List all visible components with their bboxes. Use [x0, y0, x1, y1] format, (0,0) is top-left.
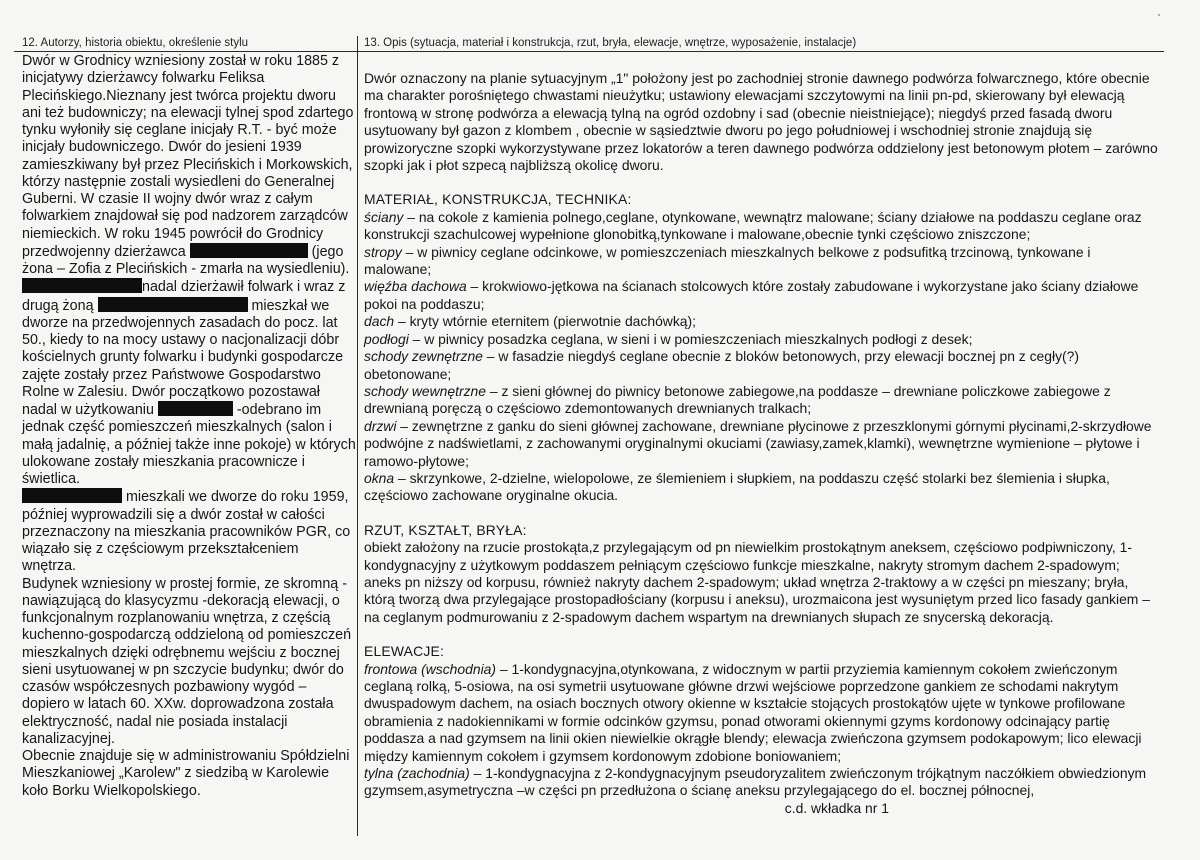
redaction-box — [22, 278, 142, 293]
history-text-f: mieszkali we dworze do roku 1959, później wyprowadzili się a dwór został w całości przeznaczony na mieszkania pracowników PGR, co wiązało się z częściowym przekształceniem wnętrza. — [22, 489, 351, 575]
material-entry-text: – w piwnicy ceglane odcinkowe, w pomieszczeniach mieszkalnych belkowe z podsufitką trzcinową, tynkowane i malowane; — [364, 243, 1091, 278]
situation-paragraph: Dwór oznaczony na planie sytuacyjnym „1" położony jest po zachodniej stronie dawnego podwórza folwarcznego, które obecnie ma charakter porośniętego chwastami nieużytku; ustawiony elewacjami szczytowymi na linii pn-pd, skierowany był elewacją frontową w stronę podwórza a elewacją tylną na ogród ozdobny i sad (obecnie nieistniejące); niegdyś przed fasadą dworu usytuowany był gazon z klombem , obecnie w sąsiedztwie dworu po jego południowej i wschodniej stronie znajdują się prowizoryczne szopki wykorzystywane przez lokatorów a teren dawnego podwórza oddzielony jest betonowym płotem – zarówno szopki jak i płot szpecą najbliższą okolicę dworu. — [364, 70, 1158, 174]
material-entry-text: – w fasadzie niegdyś ceglane obecnie z bloków betonowych, przy elewacji bocznej pn z cegły(?) obetonowane; — [364, 348, 1079, 382]
material-entry-term: okna — [364, 469, 395, 486]
material-entry — [364, 418, 1159, 470]
elevation-entry — [364, 765, 1159, 800]
material-entry — [364, 348, 1159, 383]
continuation-note: c.d. wkładka nr 1 — [784, 799, 889, 816]
right-column-header: 13. Opis (sytuacja, materiał i konstrukcja, rzut, bryła, elewacje, wnętrze, wyposażenie, instalacje) — [364, 37, 857, 49]
material-entry-term: stropy — [364, 243, 402, 260]
left-column-header: 12. Autorzy, historia obiektu, określenie stylu — [22, 37, 249, 49]
history-text-d: mieszkał we dworze na przedwojennych zasadach do pocz. lat 50., kiedy to na mocy ustawy o nacjonalizacji dóbr kościelnych grunty folwarku i budynki gospodarcze zajęte zostały przez Państwowe Gospodarstwo Rolne w Zalesiu. Dwór początkowo pozostawał nadal w użytkowaniu — [22, 297, 344, 418]
elevation-entry-term: tylna (zachodnia) — [364, 765, 470, 782]
material-entry-text: – zewnętrzne z ganku do sieni głównej zachowane, drewniane płycinowe z przeszklonymi górnymi płycinami,2-skrzydłowe podwójne z nadświetlami, z zachowanymi oryginalnymi okuciami (zawiasy,zamek,klamki), wewnętrzne wymienione – płytowe i ramowo-płytowe; — [364, 417, 1152, 469]
material-entry — [364, 331, 1159, 348]
material-entry-text: – kryty wtórnie eternitem (pierwotnie dachówką); — [394, 313, 696, 330]
material-entry-term: drzwi — [364, 417, 397, 434]
redaction-box — [158, 401, 233, 416]
elevation-entry-term: frontowa (wschodnia) — [364, 660, 497, 677]
material-entry-term: więźba dachowa — [364, 278, 467, 295]
material-entry — [364, 313, 1159, 330]
column-divider — [357, 36, 358, 836]
material-entry-term: ściany — [364, 208, 404, 225]
elevations-list — [364, 661, 1159, 800]
material-entry — [364, 470, 1159, 505]
material-list — [364, 209, 1159, 505]
material-entry-term: podłogi — [364, 330, 409, 347]
material-entry-text: – z sieni głównej do piwnicy betonowe zabiegowe,na poddasze – drewniane policzkowe zabiegowe z drewnianą poręczą o częściowo zdemontowanych drewnianych tralkach; — [364, 382, 1111, 417]
history-paragraph-1 — [22, 53, 356, 488]
history-paragraph-3: Budynek wzniesiony w prostej formie, ze skromną -nawiązującą do klasycyzmu -dekoracją elewacji, o funkcjonalnym rozplanowaniu wnętrza, z częścią kuchenno-gospodarczą oddzieloną od pomieszczeń mieszkalnych dzięki odrębnemu wejściu z bocznej sieni usytuowanej w pn szczycie budynku; dwór do czasów współczesnych pozbawiony wygód – dopiero w latach 60. XXw. doprowadzona została elektryczność, nadal nie posiada instalacji kanalizacyjnej. — [22, 575, 352, 747]
plan-paragraph: obiekt założony na rzucie prostokąta,z przylegającym od pn niewielkim prostokątnym aneksem, częściowo podpiwniczony, 1-kondygnacyjny z użytkowym poddaszem pełniącym częściowo funkcje mieszkalne, nakryty stromym dachem 2-spadowym; aneks pn niższy od korpusu, również nakryty dachem 2-spadowym; układ wnętrza 2-traktowy a w części pn mieszany; bryła, którą tworzą dwa przylegające prostopadłościany (korpusu i aneksu), urozmaicona jest wysuniętym przed lico fasady gankiem – na ceglanym podmurowaniu z 2-spadowym dachem wspartym na drewnianych słupach ze snycerską dekoracją. — [364, 539, 1150, 625]
material-entry-term: schody wewnętrzne — [364, 382, 486, 399]
redaction-box — [190, 243, 308, 258]
material-entry-text: – skrzynkowe, 2-dzielne, wielopolowe, ze ślemieniem i słupkiem, na poddaszu część stolarki bez ślemienia i słupka, częściowo zachowane oryginalne okucia. — [364, 469, 1110, 504]
elevation-entry-text: – 1-kondygnacyjna z 2-kondygnacyjnym pseudoryzalitem zwieńczonym trójkątnym naczółkiem obwiedzionym gzymsem,asymetryczna –w części pn przedłużona o ścianę aneksu przylegającego do el. bocznej północnej, — [364, 765, 1147, 799]
material-entry-term: dach — [364, 313, 395, 330]
material-entry — [364, 209, 1159, 244]
history-text-e: -odebrano im jednak część pomieszczeń mieszkalnych (salon i małą jadalnię, a później także inne pokoje) w których ulokowane zostały mieszkania pracownicze i świetlica. — [22, 402, 356, 487]
redaction-box — [22, 488, 122, 503]
header-rule — [14, 51, 1164, 52]
material-entry-text: – krokwiowo-jętkowa na ścianach stolcowych które zostały zabudowane i wykorzystane jako ściany działowe pokoi na poddaszu; — [364, 278, 1139, 312]
history-text-c: nadal dzierżawił folwark i wraz z drugą żoną — [22, 279, 346, 314]
elevation-entry-text: – 1-kondygnacyjna,otynkowana, z widocznym w partii przyziemia kamiennym cokołem zwieńczonym ceglaną rolką, 5-osiowa, na osi symetrii usytuowane główne drzwi wejściowe poprzedzone gankiem ze schodami nakrytym dwuspadowym dachem, na osiach bocznych otwory okienne w kształcie stojących prostokątów ujęte w tynkowe profilowane obramienia z nadokiennikami w formie odcinków gzymsu, ponad otworami okiennymi gzyms kordonowy odcinający partię poddasza a nad gzymsem na linii okien niewielkie okrągłe blendy; elewacja zwieńczona gzymsem podokapowym; lico elewacji między kamiennym cokołem i gzymsem kordonowym zdobione boniowaniem; — [364, 660, 1142, 764]
plan-heading: RZUT, KSZTAŁT, BRYŁA: — [364, 521, 527, 538]
elevation-entry — [364, 661, 1159, 765]
history-column — [22, 53, 356, 800]
material-entry — [364, 383, 1159, 418]
history-paragraph-2 — [22, 488, 356, 575]
description-column — [364, 70, 1159, 817]
material-entry-term: schody zewnętrzne — [364, 348, 483, 365]
material-entry-text: – w piwnicy posadzka ceglana, w sieni i w pomieszczeniach mieszkalnych podłogi z desek; — [408, 330, 973, 347]
redaction-box — [98, 297, 248, 312]
elevations-heading: ELEWACJE: — [364, 643, 445, 660]
material-heading: MATERIAŁ, KONSTRUKCJA, TECHNIKA: — [364, 191, 632, 208]
scan-speck — [1158, 14, 1160, 16]
material-entry — [364, 278, 1159, 313]
material-entry — [364, 244, 1159, 279]
material-entry-text: – na cokole z kamienia polnego,ceglane, otynkowane, wewnątrz malowane; ściany działowe na poddaszu ceglane oraz konstrukcji szachulcowej wypełnione glonobitką,tynkowane i malowane,obecnie tynki częściowo zniszczone; — [364, 208, 1142, 243]
history-text-a: Dwór w Grodnicy wzniesiony został w roku 1885 z inicjatywy dzierżawcy folwarku Feliksa Plecińskiego.Nieznany jest twórca projektu dworu ani też budowniczy; na elewacji tylnej spod zdartego tynku wyłoniły się ceglane inicjały R.T. - być może inicjały budowniczego. Dwór do jesieni 1939 zamieszkiwany był przez Plecińskich i Morkowskich, którzy następnie zostali wysiedleni do Generalnej Guberni. W czasie II wojny dwór wraz z całym folwarkiem znajdował się pod nadzorem zarządców niemieckich. W roku 1945 powrócił do Grodnicy przedwojenny dzierżawca — [22, 53, 354, 260]
history-text-b: (jego żona – Zofia z Plecińskich - zmarła na wysiedleniu). — [22, 243, 350, 277]
history-paragraph-4: Obecnie znajduje się w administrowaniu Spółdzielni Mieszkaniowej „Karolew" z siedzibą w Karolewie koło Borku Wielkopolskiego. — [22, 748, 350, 799]
